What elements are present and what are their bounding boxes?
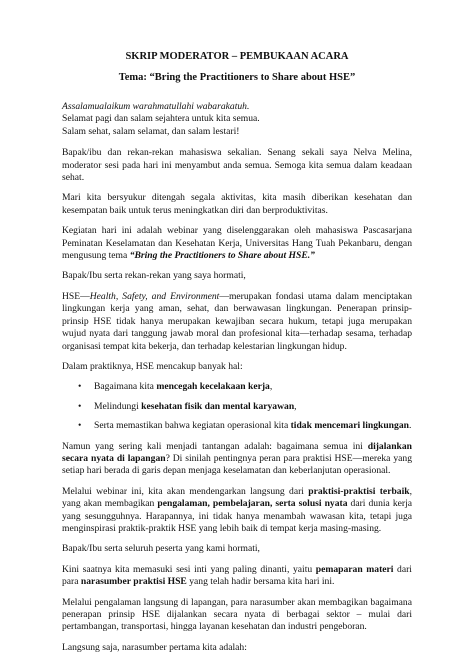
greeting-block xyxy=(62,101,412,138)
document-body xyxy=(62,101,412,654)
webinar-bold-2: pengalaman, pembelajaran, serta solusi nyata xyxy=(157,498,348,510)
session-bold-2: narasumber praktisi HSE xyxy=(80,576,187,588)
paragraph-session xyxy=(62,564,412,589)
list-item-punct: , xyxy=(294,400,297,412)
challenge-bold: dijalankan secara nyata di lapangan xyxy=(62,440,412,464)
session-bold-1: pemaparan materi xyxy=(315,563,394,575)
webinar-bold-1: praktisi-praktisi terbaik xyxy=(308,485,410,497)
list-item-bold: kesehatan fisik dan mental karyawan xyxy=(141,400,295,412)
webinar-text: Melalui webinar ini, kita akan mendengarkan langsung dari xyxy=(62,485,309,497)
paragraph-hse-definition xyxy=(62,291,412,353)
list-item xyxy=(78,401,412,413)
greeting-line-2: Selamat pagi dan salam sejahtera untuk kita semua. xyxy=(62,113,260,125)
hse-description: —merupakan fondasi utama dalam menciptakan lingkungan kerja yang aman, sehat, dan berwawasan lingkungan. Penerapan prinsip-prinsip HSE tidak hanya merupakan kewajiban secara hukum, tetapi juga merupakan wujud nyata dari tanggung jawab moral dan profesional kita—terhadap sesama, terhadap organisasi tempat kita bekerja, dan terhadap kelestarian lingkungan hidup. xyxy=(62,290,413,352)
document-title: SKRIP MODERATOR – PEMBUKAAN ACARA xyxy=(125,51,349,62)
paragraph-gratitude: Mari kita bersyukur ditengah segala aktivitas, kita masih diberikan kesehatan dan kesempatan baik untuk terus meningkatkan diri dan berproduktivitas. xyxy=(62,192,412,216)
webinar-rest: dari dunia kerja yang sesungguhnya. Harapannya, ini tidak hanya menambah wawasan kita, tetapi juga menginspirasi praktik-praktik HSE yang lebih baik di tempat kerja masing-masing. xyxy=(62,498,412,534)
list-item-text: Serta memastikan bahwa kegiatan operasional kita xyxy=(94,420,291,432)
subtitle-prefix: Tema: xyxy=(118,72,150,83)
list-item-punct: . xyxy=(408,420,412,432)
session-text: Kini saatnya kita memasuki sesi inti yang paling dinanti, yaitu xyxy=(62,563,316,575)
bullet-icon: • xyxy=(78,381,82,393)
challenge-rest: ? Di sinilah pentingnya peran para praktisi HSE—mereka yang setiap hari berada di garis depan menjaga keselamatan dan keberlanjutan operasional. xyxy=(62,452,412,477)
list-item-text: Bagaimana kita xyxy=(94,381,157,393)
paragraph-experience: Melalui pengalaman langsung di lapangan, para narasumber akan membagikan bagaimana penerapan prinsip HSE dijalankan secara nyata di berbagai sektor – mulai dari pertambangan, transportasi, hingga layanan kesehatan dan industri pengeboran. xyxy=(62,596,412,633)
paragraph-webinar xyxy=(62,486,412,536)
list-item-punct: , xyxy=(269,381,273,393)
paragraph-event xyxy=(62,225,412,262)
greeting-salam: Assalamualaikum warahmatullahi wabarakatuh. xyxy=(62,101,250,112)
session-mid: dari para xyxy=(62,563,412,588)
greeting-line-3: Salam sehat, salam selamat, dan salam lestari! xyxy=(62,125,240,137)
subtitle-theme: “Bring the Practitioners to Share about HSE” xyxy=(149,72,356,83)
bullet-icon: • xyxy=(78,420,82,432)
challenge-text: Namun yang sering kali menjadi tantangan adalah: bagaimana semua ini xyxy=(62,440,368,452)
hse-abbrev: HSE— xyxy=(62,290,90,302)
bullet-icon: • xyxy=(78,400,82,412)
greeting-line-1 xyxy=(62,101,412,113)
list-item xyxy=(78,420,412,432)
paragraph-intro: Bapak/ibu dan rekan-rekan mahasiswa sekalian. Senang sekali saya Nelva Melina, moderator sesi pada hari ini menyambut anda semua. Semoga kita semua dalam keadaan sehat. xyxy=(62,147,412,184)
list-item xyxy=(78,381,412,393)
hse-scope-list xyxy=(62,381,412,432)
paragraph-first-speaker: Langsung saja, narasumber pertama kita adalah: xyxy=(62,641,247,653)
list-item-bold: tidak mencemari lingkungan xyxy=(290,420,409,432)
webinar-mid: , yang akan membagikan xyxy=(62,485,412,510)
paragraph-challenge xyxy=(62,441,412,478)
event-theme: “Bring the Practitioners to Share about HSE.” xyxy=(129,250,315,262)
hse-expansion: Health, Safety, and Environment xyxy=(89,290,220,302)
paragraph-address-1: Bapak/Ibu serta rekan-rekan yang saya hormati, xyxy=(62,270,246,282)
list-item-text: Melindungi xyxy=(94,400,142,412)
list-item-bold: mencegah kecelakaan kerja xyxy=(156,381,270,393)
paragraph-hse-scope: Dalam praktiknya, HSE mencakup banyak hal: xyxy=(62,360,243,372)
session-rest: yang telah hadir bersama kita hari ini. xyxy=(186,576,335,588)
document-subtitle xyxy=(62,71,412,84)
paragraph-address-2: Bapak/Ibu serta seluruh peserta yang kami hormati, xyxy=(62,543,260,555)
event-text: Kegiatan hari ini adalah webinar yang diselenggarakan oleh mahasiswa Pascasarjana Peminatan Keselamatan dan Kesehatan Kerja, Universitas Hang Tuah Pekanbaru, dengan mengusung tema xyxy=(62,225,412,262)
